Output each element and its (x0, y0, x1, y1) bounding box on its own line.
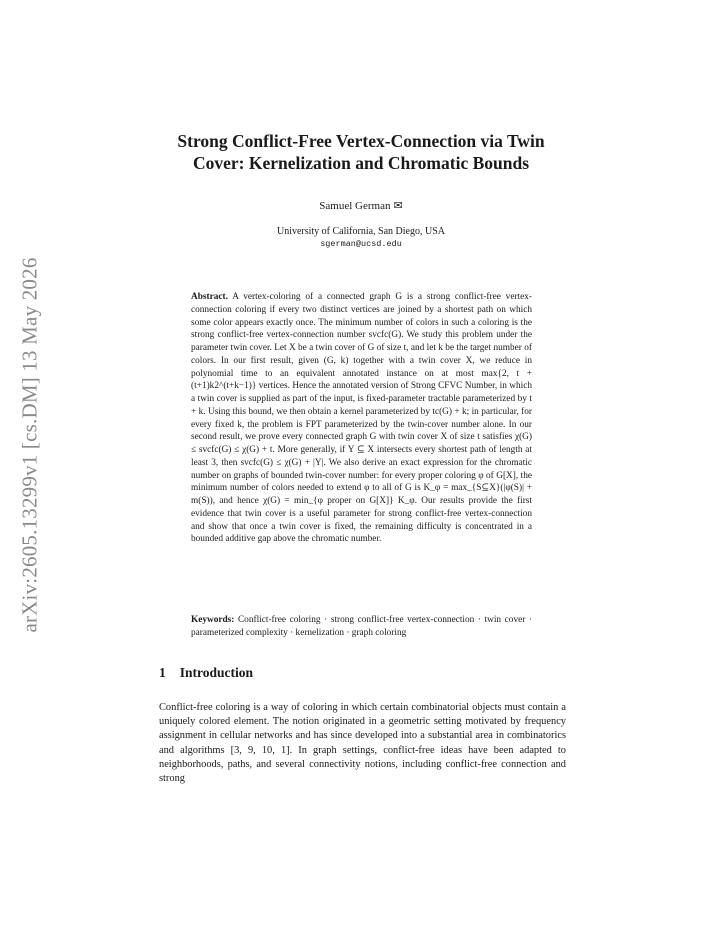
author-line (160, 199, 562, 212)
arxiv-identifier: arXiv:2605.13299v1 [cs.DM] 13 May 2026 (17, 257, 42, 633)
section-heading (159, 665, 253, 681)
keywords-text: Conflict-free coloring · strong conflict-free vertex-connection · twin cover · parameterized complexity · kernelization · graph coloring (191, 615, 532, 638)
author-name: Samuel German (319, 200, 391, 212)
keywords-label: Keywords: (191, 615, 235, 625)
arxiv-sidebar (10, 210, 50, 680)
keywords (191, 614, 532, 640)
author-email[interactable]: sgerman@ucsd.edu (320, 239, 402, 249)
section-title: Introduction (179, 665, 254, 680)
abstract (191, 291, 532, 546)
title-line-1: Strong Conflict-Free Vertex-Connection via Twin (177, 131, 545, 151)
paper-title (150, 130, 572, 174)
affiliation: University of California, San Diego, USA (276, 226, 446, 237)
title-line-2: Cover: Kernelization and Chromatic Bounds (192, 153, 530, 173)
intro-paragraph: Conflict-free coloring is a way of coloring in which certain combinatorial objects must contain a uniquely colored element. The notion originated in a geometric setting motivated by frequency assignment in cellular networks and has since developed into a substantial area in combinatorics and algorithms [3, 9, 10, 1]. In graph settings, conflict-free ideas have been adapted to neighborhoods, paths, and several connectivity notions, including conflict-free connection and strong (159, 702, 566, 785)
envelope-icon[interactable]: ✉ (393, 200, 403, 212)
abstract-text: A vertex-coloring of a connected graph G is a strong conflict-free vertex-connection coloring if every two distinct vertices are joined by a shortest path on which some color appears exactly once. The minimum number of colors in such a coloring is the strong conflict-free vertex-connection number svcfc(G). We study this problem under the parameter twin cover. Let X be a twin cover of G of size t, and let k be the target number of colors. In our first result, given (G, k) together with a twin cover X, we reduce in polynomial time to an equivalent annotated instance on at most max{2, t + (t+1)k2^(t+k−1)} vertices. Hence the annotated version of Strong CFVC Number, in which a twin cover is supplied as part of the input, is fixed-parameter tractable parameterized by t + k. Using this bound, we then obtain a kernel parameterized by tc(G) + k; in particular, for every fixed k, the problem is FPT parameterized by the twin-cover number alone. In our second result, we prove every connected graph G with twin cover X of size t satisfies χ(G) ≤ svcfc(G) ≤ χ(G) + t. More generally, if Y ⊆ X intersects every shortest path of length at least 3, then svcfc(G) ≤ χ(G) + |Y|. We also derive an exact expression for the chromatic number on graphs of bounded twin-cover number: for every proper coloring φ of G[X], the minimum number of colors needed to extend φ to all of G is K_φ = max_{S⊆X}(|φ(S)| + m(S)), and hence χ(G) = min_{φ proper on G[X]} K_φ. Our results provide the first evidence that twin cover is a useful parameter for strong conflict-free vertex-connection and show that once a twin cover is fixed, the remaining difficulty is concentrated in a bounded additive gap above the chromatic number. (191, 292, 533, 545)
affiliation-block (160, 225, 562, 251)
abstract-label: Abstract. (191, 292, 228, 302)
section-number: 1 (159, 665, 166, 680)
